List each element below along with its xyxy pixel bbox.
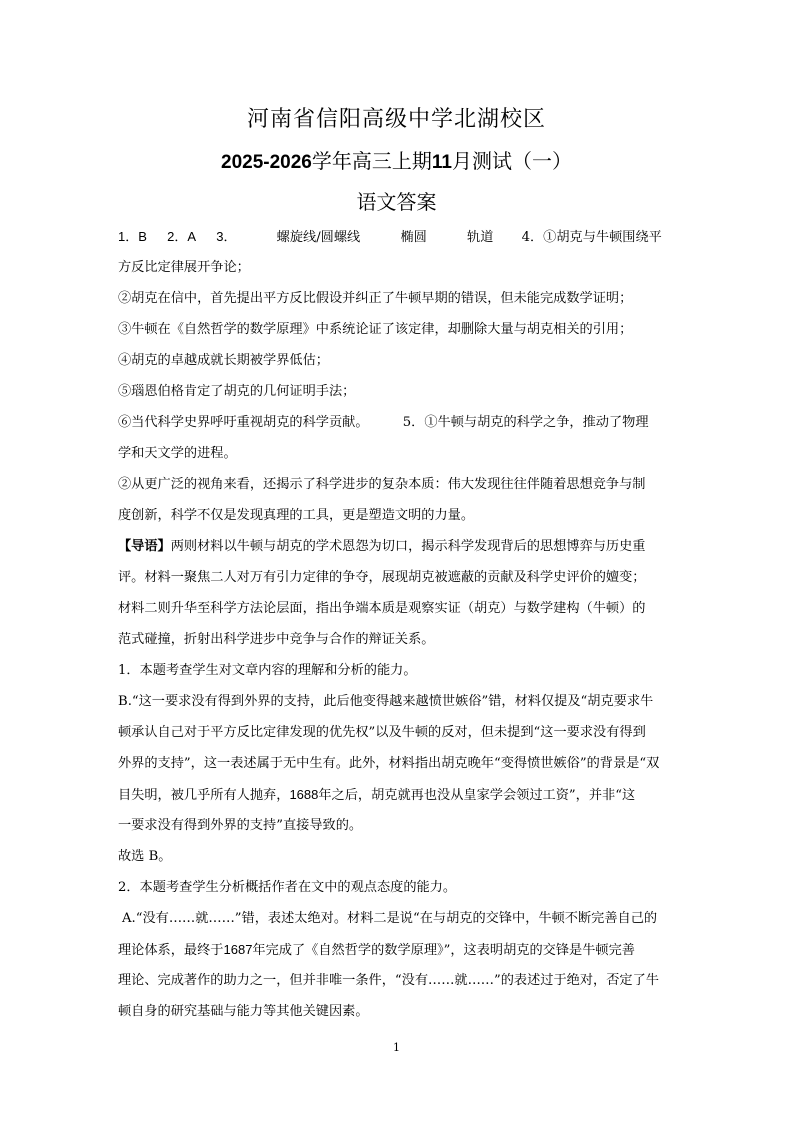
answer-q4-point5: ⑤瑙恩伯格肯定了胡克的几何证明手法；: [118, 384, 356, 399]
explain1-line-4-a: 目失明，被几乎所有人抛弃，: [118, 788, 290, 803]
explain1-conclusion: 故选 B。: [118, 849, 172, 864]
answer-q4-cont: 方反比定律展开争论；: [118, 260, 250, 275]
explain1-line-1: B.“这一要求没有得到外界的支持，此后他变得越来越愤世嫉俗”错，材料仅提及“胡克要求牛: [118, 694, 654, 709]
guide-label: 【导语】: [118, 539, 171, 554]
explain1-line-4-b: 年之后，胡克就再也没从皇家学会领过工资”，并非“这: [318, 788, 636, 803]
explain1-heading: 1．本题考查学生对文章内容的理解和分析的能力。: [118, 663, 417, 678]
explain2-line-2-a: 理论体系，最终于: [118, 943, 224, 958]
explain2-line-4: 顿自身的研究基础与能力等其他关键因素。: [118, 1004, 369, 1019]
explain2-line-2: [118, 941, 678, 960]
subtitle-term-b: 月测试（一）: [451, 149, 572, 173]
explain1-line-5: 一要求没有得到外界的支持”直接导致的。: [118, 818, 363, 833]
answer-q4-point6: ⑥当代科学史界呼吁重视胡克的科学贡献。: [118, 415, 369, 430]
answers-line-q4-q5: [118, 414, 678, 432]
answer-q4: 4．①胡克与牛顿围绕平: [521, 230, 662, 245]
answer-q4-point2: ②胡克在信中，首先提出平方反比假设并纠正了牛顿早期的错误，但未能完成数学证明；: [118, 291, 633, 306]
subtitle-years: 2025-2026: [221, 152, 312, 173]
guide-line-4: 范式碰撞，折射出科学进步中竞争与合作的辩证关系。: [118, 632, 435, 647]
subtitle-month: 11: [431, 152, 452, 173]
answer-q5: 5．①牛顿与胡克的科学之争，推动了物理: [402, 415, 649, 430]
explain2-line-2-b: 年完成了《自然哲学的数学原理》”，这表明胡克的交锋是牛顿完善: [252, 943, 635, 958]
explain2-heading: 2．本题考查学生分析概括作者在文中的观点态度的能力。: [118, 880, 457, 895]
guide-line-2: 评。材料一聚焦二人对万有引力定律的争夺，展现胡克被遮蔽的贡献及科学史评价的嬗变；: [118, 570, 646, 585]
answer-q3-blank3: 轨道: [467, 230, 494, 245]
guide-line-3: 材料二则升华至科学方法论层面，指出争端本质是观察实证（胡克）与数学建构（牛顿）的: [118, 601, 646, 616]
answer-q4-point3: ③牛顿在《自然哲学的数学原理》中系统论证了该定律，却删除大量与胡克相关的引用；: [118, 322, 633, 337]
subtitle-term-a: 学年高三上期: [311, 149, 432, 173]
answer-q3-label: 3．: [216, 229, 237, 244]
guide-line-1: [118, 538, 678, 556]
explain1-line-3: 外界的支持”，这一表述属于无中生有。此外，材料指出胡克晚年“变得愤世嫉俗”的背景是“双: [118, 756, 660, 771]
explain2-year: 1687: [223, 942, 253, 957]
answer-q1: 1．B: [118, 229, 147, 244]
document-subject: 语文答案: [356, 190, 437, 214]
answer-q4-point4: ④胡克的卓越成就长期被学界低估；: [118, 353, 329, 368]
answer-q3-blank1: 螺旋线/圆螺线: [276, 230, 361, 245]
answer-q5-point2-line1: ②从更广泛的视角来看，还揭示了科学进步的复杂本质：伟大发现往往伴随着思想竞争与制: [118, 477, 646, 492]
explain1-year: 1688: [289, 787, 319, 802]
explain1-line-4: [118, 786, 678, 805]
answer-q2: 2．A: [167, 229, 197, 244]
document-subtitle: [0, 145, 793, 174]
page-number: 1: [393, 1041, 400, 1054]
guide-text-1: 两则材料以牛顿与胡克的学术恩怨为切口，揭示科学发现背后的思想博弈与历史重: [170, 539, 646, 554]
explain2-line-3: 理论、完成著作的助力之一，但并非唯一条件，“没有……就……”的表述过于绝对，否定了牛: [118, 973, 659, 988]
explain2-line-1: A.“没有……就……”错，表述太绝对。材料二是说“在与胡克的交锋中，牛顿不断完善自己的: [122, 911, 658, 926]
answer-q5-point2-line2: 度创新，科学不仅是发现真理的工具，更是塑造文明的力量。: [118, 508, 475, 523]
document-title: 河南省信阳高级中学北湖校区: [246, 107, 546, 132]
explain1-line-2: 顿承认自己对于平方反比定律发现的优先权”以及牛顿的反对，但未提到“这一要求没有得到: [118, 725, 646, 740]
answer-q3-blank2: 椭圆: [400, 230, 427, 245]
answer-q5-cont: 学和天文学的进程。: [118, 446, 237, 461]
answers-line-1: [118, 228, 678, 247]
